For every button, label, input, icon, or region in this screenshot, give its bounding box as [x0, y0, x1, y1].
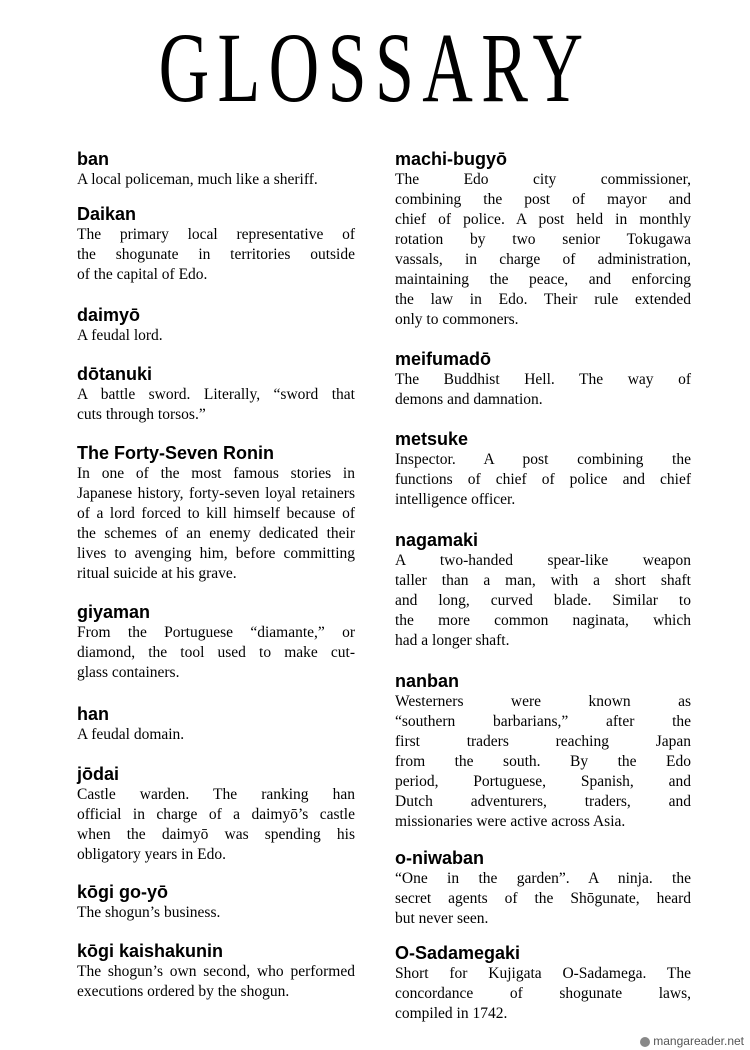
definition-line: “southern barbarians,” after the — [395, 713, 691, 730]
glossary-term: machi-bugyō — [395, 149, 508, 169]
definition-line: A feudal lord. — [77, 327, 163, 344]
watermark-text: mangareader.net — [653, 1034, 744, 1048]
definition-line: “One in the garden”. A ninja. the — [395, 870, 691, 887]
glossary-entry — [395, 348, 691, 410]
glossary-definition — [77, 385, 355, 425]
glossary-term: ban — [77, 149, 110, 169]
definition-line: official in charge of a daimyō’s castle — [77, 806, 355, 823]
definition-line: A two-handed spear-like weapon — [395, 552, 691, 569]
definition-line: The primary local representative of — [77, 226, 355, 243]
definition-line: intelligence officer. — [395, 491, 516, 508]
glossary-definition — [395, 450, 691, 510]
glossary-term: daimyō — [77, 305, 141, 325]
definition-line: Westerners were known as — [395, 693, 691, 710]
definition-line: A feudal domain. — [77, 726, 185, 743]
glossary-entry — [77, 304, 355, 346]
definition-line: combining the post of mayor and — [395, 191, 691, 208]
definition-line: first traders reaching Japan — [395, 733, 691, 750]
definition-line: In one of the most famous stories in — [77, 465, 355, 482]
glossary-term: dōtanuki — [77, 364, 152, 384]
glossary-term: nagamaki — [395, 530, 479, 550]
definition-line: The shogun’s business. — [77, 904, 221, 921]
definition-line: A battle sword. Literally, “sword that — [77, 386, 355, 403]
definition-line: of a lord forced to kill himself because of — [77, 505, 355, 522]
definition-line: the schemes of an enemy dedicated their — [77, 525, 355, 542]
definition-line: secret agents of the Shōgunate, heard — [395, 890, 691, 907]
glossary-term: Daikan — [77, 204, 137, 224]
definition-line: demons and damnation. — [395, 391, 543, 408]
definition-line: Short for Kujigata O-Sadamega. The — [395, 965, 691, 982]
glossary-right-column — [395, 148, 691, 1024]
glossary-entry — [77, 442, 355, 584]
definition-line: diamond, the tool used to make cut- — [77, 644, 355, 661]
glossary-entry — [77, 363, 355, 425]
definition-line: taller than a man, with a short shaft — [395, 572, 691, 589]
glossary-term: jōdai — [77, 764, 120, 784]
definition-line: Inspector. A post combining the — [395, 451, 691, 468]
definition-line: lives to avenging him, before committing — [77, 545, 355, 562]
definition-line: when the daimyō was spending his — [77, 826, 355, 843]
glossary-entry — [77, 148, 355, 190]
glossary-definition — [77, 962, 355, 1002]
glossary-definition — [77, 903, 355, 923]
definition-line: glass containers. — [77, 664, 180, 681]
definition-line: the more common naginata, which — [395, 612, 691, 629]
definition-line: had a longer shaft. — [395, 632, 510, 649]
glossary-term: meifumadō — [395, 349, 492, 369]
glossary-term: han — [77, 704, 110, 724]
definition-line: obligatory years in Edo. — [77, 846, 226, 863]
glossary-left-column — [77, 148, 355, 1002]
definition-line: ritual suicide at his grave. — [77, 565, 237, 582]
definition-line: Dutch adventurers, traders, and — [395, 793, 691, 810]
glossary-term: kōgi kaishakunin — [77, 941, 224, 961]
glossary-definition — [77, 725, 355, 745]
glossary-entry — [395, 428, 691, 510]
definition-line: and long, curved blade. Similar to — [395, 592, 691, 609]
glossary-term: kōgi go-yō — [77, 882, 168, 902]
glossary-definition — [77, 464, 355, 584]
glossary-term: The Forty-Seven Ronin — [77, 443, 275, 463]
glossary-definition — [77, 225, 355, 285]
watermark — [640, 1034, 744, 1048]
definition-line: compiled in 1742. — [395, 1005, 508, 1022]
glossary-entry — [395, 942, 691, 1024]
glossary-definition — [77, 170, 355, 190]
definition-line: The Buddhist Hell. The way of — [395, 371, 691, 388]
glossary-definition — [395, 551, 691, 651]
glossary-entry — [395, 529, 691, 651]
definition-line: but never seen. — [395, 910, 489, 927]
definition-line: The shogun’s own second, who performed — [77, 963, 355, 980]
glossary-entry — [395, 847, 691, 929]
glossary-term: o-niwaban — [395, 848, 484, 868]
watermark-logo-icon — [640, 1037, 650, 1047]
glossary-definition — [77, 623, 355, 683]
definition-line: maintaining the peace, and enforcing — [395, 271, 691, 288]
definition-line: missionaries were active across Asia. — [395, 813, 626, 830]
glossary-entry — [77, 601, 355, 683]
definition-line: A local policeman, much like a sheriff. — [77, 171, 318, 188]
glossary-term: giyaman — [77, 602, 151, 622]
definition-line: From the Portuguese “diamante,” or — [77, 624, 355, 641]
glossary-entry — [77, 881, 355, 923]
glossary-entry — [77, 763, 355, 865]
glossary-term: O-Sadamegaki — [395, 943, 521, 963]
page-title: GLOSSARY — [158, 12, 592, 123]
glossary-definition — [395, 964, 691, 1024]
definition-line: from the south. By the Edo — [395, 753, 691, 770]
glossary-entry — [77, 703, 355, 745]
definition-line: rotation by two senior Tokugawa — [395, 231, 691, 248]
glossary-term: nanban — [395, 671, 460, 691]
definition-line: the shogunate in territories outside — [77, 246, 355, 263]
definition-line: period, Portuguese, Spanish, and — [395, 773, 691, 790]
definition-line: cuts through torsos.” — [77, 406, 206, 423]
definition-line: only to commoners. — [395, 311, 519, 328]
glossary-term: metsuke — [395, 429, 469, 449]
definition-line: Japanese history, forty-seven loyal retainers — [77, 485, 355, 502]
glossary-definition — [77, 326, 355, 346]
definition-line: Castle warden. The ranking han — [77, 786, 355, 803]
definition-line: concordance of shogunate laws, — [395, 985, 691, 1002]
definition-line: chief of police. A post held in monthly — [395, 211, 691, 228]
definition-line: of the capital of Edo. — [77, 266, 208, 283]
glossary-entry — [77, 940, 355, 1002]
definition-line: functions of chief of police and chief — [395, 471, 691, 488]
definition-line: the law in Edo. Their rule extended — [395, 291, 691, 308]
glossary-definition — [395, 692, 691, 832]
definition-line: vassals, in charge of administration, — [395, 251, 691, 268]
glossary-entry — [77, 203, 355, 285]
glossary-definition — [395, 170, 691, 330]
glossary-definition — [395, 869, 691, 929]
glossary-entry — [395, 148, 691, 330]
glossary-definition — [77, 785, 355, 865]
glossary-entry — [395, 670, 691, 832]
definition-line: The Edo city commissioner, — [395, 171, 691, 188]
definition-line: executions ordered by the shogun. — [77, 983, 290, 1000]
glossary-definition — [395, 370, 691, 410]
